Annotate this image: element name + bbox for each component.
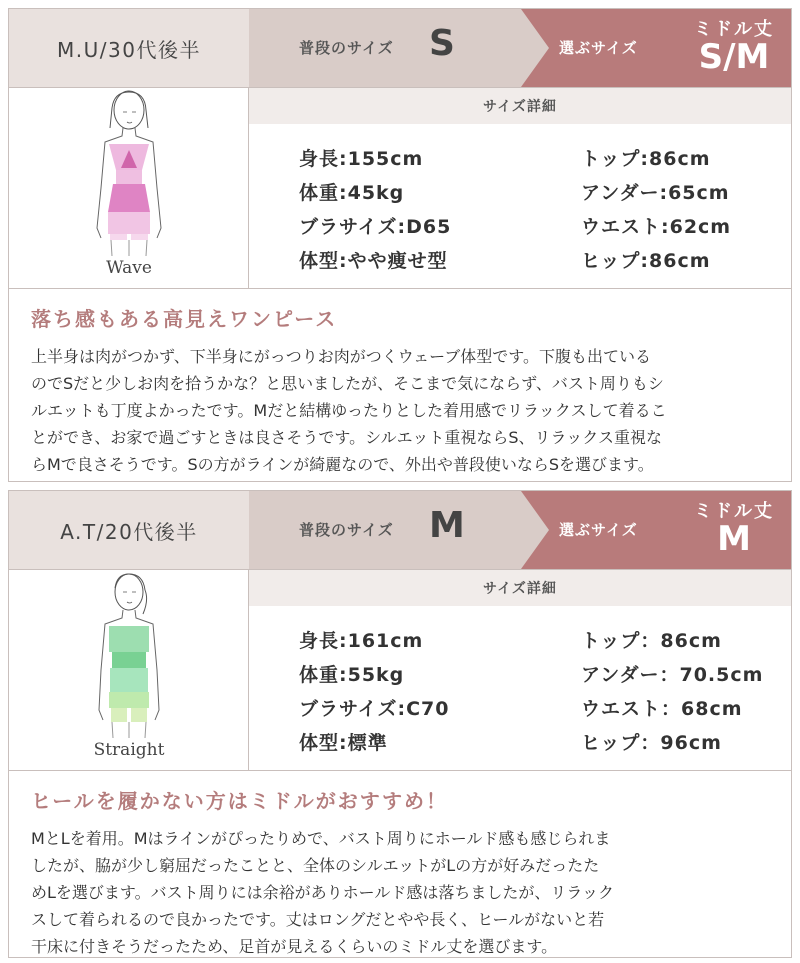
- under-bust-value: アンダー:65cm: [581, 182, 730, 204]
- height-value: 身長:161cm: [299, 630, 424, 652]
- comment-line: のでSだと少しお肉を拾うかな？と思いましたが、そこまで気にならず、バスト周りもシ: [31, 374, 664, 393]
- comment-line: スして着られるので良かったです。丈はロングだとやや長く、ヒールがないと若: [31, 910, 605, 929]
- height-value: 身長:155cm: [299, 148, 424, 170]
- size-detail-section: [9, 87, 791, 289]
- under-bust-value: アンダー：70.5cm: [581, 664, 764, 686]
- usual-size-value: M: [429, 505, 465, 546]
- size-detail-header: サイズ詳細: [249, 570, 791, 606]
- body-type-label: Straight: [93, 740, 165, 760]
- chosen-size-panel: [549, 9, 791, 87]
- bra-size-value: ブラサイズ:D65: [299, 216, 452, 238]
- usual-size-panel: [249, 491, 549, 569]
- comment-line: したが、脇が少し窮屈だったことと、全体のシルエットがLの方が好みだったた: [31, 856, 600, 875]
- top-bust-value: トップ：86cm: [581, 630, 722, 652]
- reviewer-name: M.U/30代後半: [9, 9, 249, 87]
- chosen-size-value: S/M: [698, 37, 770, 77]
- chosen-size-value: M: [717, 519, 751, 559]
- comment-title: 落ち感もある高見えワンピース: [31, 307, 338, 331]
- body-type-figure: [9, 570, 249, 770]
- chosen-length: ミドル丈: [694, 19, 774, 40]
- chosen-length: ミドル丈: [694, 501, 774, 522]
- review-card-1: [8, 8, 792, 482]
- body-type-label: Wave: [106, 258, 152, 278]
- bra-size-value: ブラサイズ:C70: [299, 698, 450, 720]
- chosen-size-label: 選ぶサイズ: [559, 39, 638, 57]
- comment-line: めLを選びます。バスト周りには余裕がありホールド感は落ちましたが、リラック: [31, 883, 614, 902]
- body-shape-value: 体型:やや痩せ型: [299, 250, 448, 272]
- review-card-2: [8, 490, 792, 958]
- chosen-size-panel: [549, 491, 791, 569]
- comment-title: ヒールを履かない方はミドルがおすすめ！: [31, 789, 448, 813]
- review-header: [9, 9, 791, 87]
- comment-line: MとLを着用。Mはラインがぴったりめで、バスト周りにホールド感も感じられま: [31, 829, 611, 848]
- size-detail-section: [9, 569, 791, 771]
- waist-value: ウエスト:62cm: [581, 216, 732, 238]
- waist-value: ウエスト：68cm: [581, 698, 743, 720]
- hip-value: ヒップ:86cm: [581, 250, 711, 272]
- usual-size-panel: [249, 9, 549, 87]
- comment-line: らMで良さそうです。Sの方がラインが綺麗なので、外出や普段使いならSを選びます。: [31, 455, 654, 474]
- comment-body: [31, 825, 777, 960]
- top-bust-value: トップ:86cm: [581, 148, 711, 170]
- body-type-figure: [9, 88, 249, 288]
- comment-line: 干床に付きそうだったため、足首が見えるくらいのミドル丈を選びます。: [31, 937, 558, 956]
- usual-size-label: 普段のサイズ: [299, 39, 394, 57]
- chosen-size-label: 選ぶサイズ: [559, 521, 638, 539]
- body-shape-value: 体型:標準: [299, 732, 388, 754]
- comment-line: ルエットも丁度よかったです。Mだと結構ゆったりとした着用感でリラックスして着るこ: [31, 401, 667, 420]
- usual-size-value: S: [429, 23, 455, 64]
- comment-line: 上半身は肉がつかず、下半身にがっつりお肉がつくウェーブ体型です。下腹も出ている: [31, 347, 652, 366]
- size-detail-header: サイズ詳細: [249, 88, 791, 124]
- comment-body: [31, 343, 777, 478]
- hip-value: ヒップ：96cm: [581, 732, 722, 754]
- weight-value: 体重:45kg: [299, 182, 405, 204]
- comment-line: とができ、お家で過ごすときは良さそうです。シルエット重視ならS、リラックス重視な: [31, 428, 663, 447]
- review-header: [9, 491, 791, 569]
- weight-value: 体重:55kg: [299, 664, 405, 686]
- reviewer-name: A.T/20代後半: [9, 491, 249, 569]
- usual-size-label: 普段のサイズ: [299, 521, 394, 539]
